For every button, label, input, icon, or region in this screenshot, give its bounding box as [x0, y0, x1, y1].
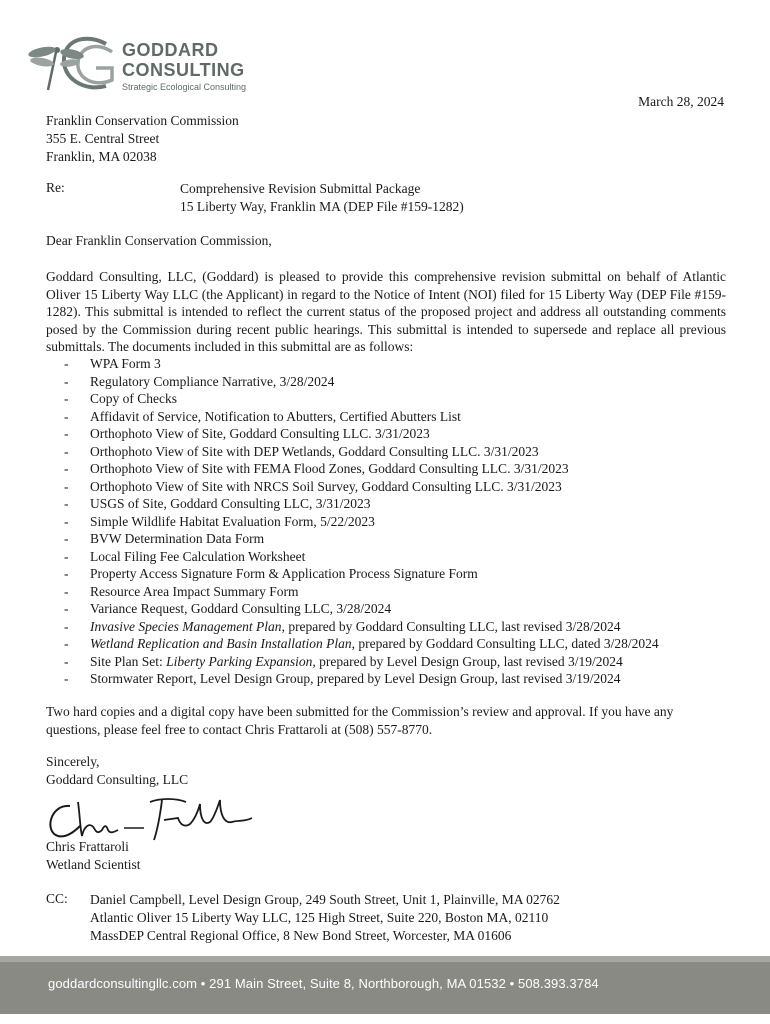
document-list-item [64, 618, 659, 636]
sign-off-line: Goddard Consulting, LLC [46, 772, 189, 787]
document-list-item [64, 408, 659, 426]
document-list-item [64, 513, 659, 531]
document-item-text: Copy of Checks [90, 391, 177, 406]
document-item-text: Regulatory Compliance Narrative, 3/28/2024 [90, 373, 335, 389]
re-line: Comprehensive Revision Submittal Package [180, 181, 421, 196]
letter-date: March 28, 2024 [638, 94, 724, 109]
signer-name: Chris Frattaroli [46, 839, 129, 854]
document-list-item [64, 443, 659, 461]
cc-item: Atlantic Oliver 15 Liberty Way LLC, 125 High Street, Suite 220, Boston MA, 02110 [90, 910, 549, 925]
recipient-line: 355 E. Central Street [46, 131, 160, 146]
closing-paragraph: Two hard copies and a digital copy have been submitted for the Commission’s review and approval. If you have any questions, please feel free to contact Chris Frattaroli at (508) 557-8770. [46, 704, 674, 737]
document-list-item [64, 530, 659, 548]
re-line: 15 Liberty Way, Franklin MA (DEP File #159-1282) [180, 199, 464, 214]
salutation: Dear Franklin Conservation Commission, [46, 233, 272, 248]
document-item-title: Wetland Replication and Basin Installation Plan [90, 636, 352, 651]
document-list-item [64, 390, 659, 408]
document-list-item [64, 355, 659, 373]
document-item-suffix: , prepared by Goddard Consulting LLC, last revised 3/28/2024 [281, 618, 621, 634]
document-item-text: Simple Wildlife Habitat Evaluation Form, 5/22/2023 [90, 513, 375, 529]
logo-wordmark [122, 40, 246, 93]
document-item-title: Liberty Parking Expansion, [166, 653, 316, 669]
document-list-item [64, 653, 659, 671]
footer [0, 956, 770, 1014]
document-list [64, 355, 659, 688]
document-list-item [64, 670, 659, 688]
logo-tagline: Strategic Ecological Consulting [122, 82, 247, 92]
document-item-suffix: prepared by Level Design Group, last revised 3/19/2024 [315, 653, 623, 669]
document-item-text: WPA Form 3 [90, 356, 161, 371]
document-list-item [64, 373, 659, 391]
recipient-line: Franklin, MA 02038 [46, 149, 157, 164]
cc-label: CC: [46, 891, 68, 906]
document-list-item [64, 495, 659, 513]
document-item-text: Property Access Signature Form & Application Process Signature Form [90, 566, 478, 581]
re-label: Re: [46, 180, 65, 195]
logo-name-line1: GODDARD [122, 40, 219, 60]
recipient-address [46, 112, 239, 166]
document-list-item [64, 583, 659, 601]
footer-contact: goddardconsultingllc.com • 291 Main Street, Suite 8, Northborough, MA 01532 • 508.393.3784 [48, 976, 599, 991]
document-item-text: Orthophoto View of Site, Goddard Consulting LLC. 3/31/2023 [90, 426, 430, 441]
re-subject [180, 180, 464, 216]
document-item-title: Invasive Species Management Plan [90, 618, 282, 634]
sign-off [46, 753, 188, 789]
document-item-prefix: Site Plan Set: [90, 653, 167, 669]
document-list-item [64, 565, 659, 583]
logo-name-line2: CONSULTING [122, 60, 245, 80]
document-item-text: Variance Request, Goddard Consulting LLC, 3/28/2024 [90, 601, 392, 616]
document-list-item [64, 425, 659, 443]
cc-list [90, 891, 560, 945]
document-item-text: Stormwater Report, Level Design Group, prepared by Level Design Group, last revised 3/19/2024 [90, 671, 621, 686]
document-item-text: Orthophoto View of Site with NRCS Soil Survey, Goddard Consulting LLC. 3/31/2023 [90, 478, 562, 494]
document-list-item [64, 548, 659, 566]
cc-item: MassDEP Central Regional Office, 8 New Bond Street, Worcester, MA 01606 [90, 928, 512, 943]
signer-block [46, 838, 141, 874]
document-item-text: Affidavit of Service, Notification to Abutters, Certified Abutters List [90, 408, 461, 424]
document-list-item [64, 460, 659, 478]
document-list-item [64, 600, 659, 618]
document-item-text: Resource Area Impact Summary Form [90, 583, 299, 599]
document-list-item [64, 478, 659, 496]
signer-title: Wetland Scientist [46, 857, 141, 872]
document-list-item [64, 635, 659, 653]
document-item-suffix: , prepared by Goddard Consulting LLC, dated 3/28/2024 [351, 636, 659, 651]
document-item-text: Orthophoto View of Site with FEMA Flood Zones, Goddard Consulting LLC. 3/31/2023 [90, 461, 569, 476]
document-item-text: Local Filing Fee Calculation Worksheet [90, 548, 306, 564]
cc-item: Daniel Campbell, Level Design Group, 249 South Street, Unit 1, Plainville, MA 02762 [90, 892, 560, 907]
document-item-text: Orthophoto View of Site with DEP Wetlands, Goddard Consulting LLC. 3/31/2023 [90, 443, 539, 459]
body-paragraph: Goddard Consulting, LLC, (Goddard) is pleased to provide this comprehensive revision submittal on behalf of Atlantic Oliver 15 Liberty Way LLC (the Applicant) in regard to the Notice of Intent (NOI) filed for 15 Liberty Way (DEP File #159-1282). This submittal is intended to reflect the current status of the proposed project and address all outstanding comments posed by the Commission during recent public hearings. This submittal is intended to supersede and replace all previous submittals. The documents included in this submittal are as follows: [46, 269, 726, 355]
footer-accent-bar [0, 956, 770, 962]
document-item-text: BVW Determination Data Form [90, 531, 265, 546]
sign-off-line: Sincerely, [46, 754, 100, 769]
recipient-line: Franklin Conservation Commission [46, 113, 239, 128]
document-item-text: USGS of Site, Goddard Consulting LLC, 3/31/2023 [90, 496, 371, 511]
